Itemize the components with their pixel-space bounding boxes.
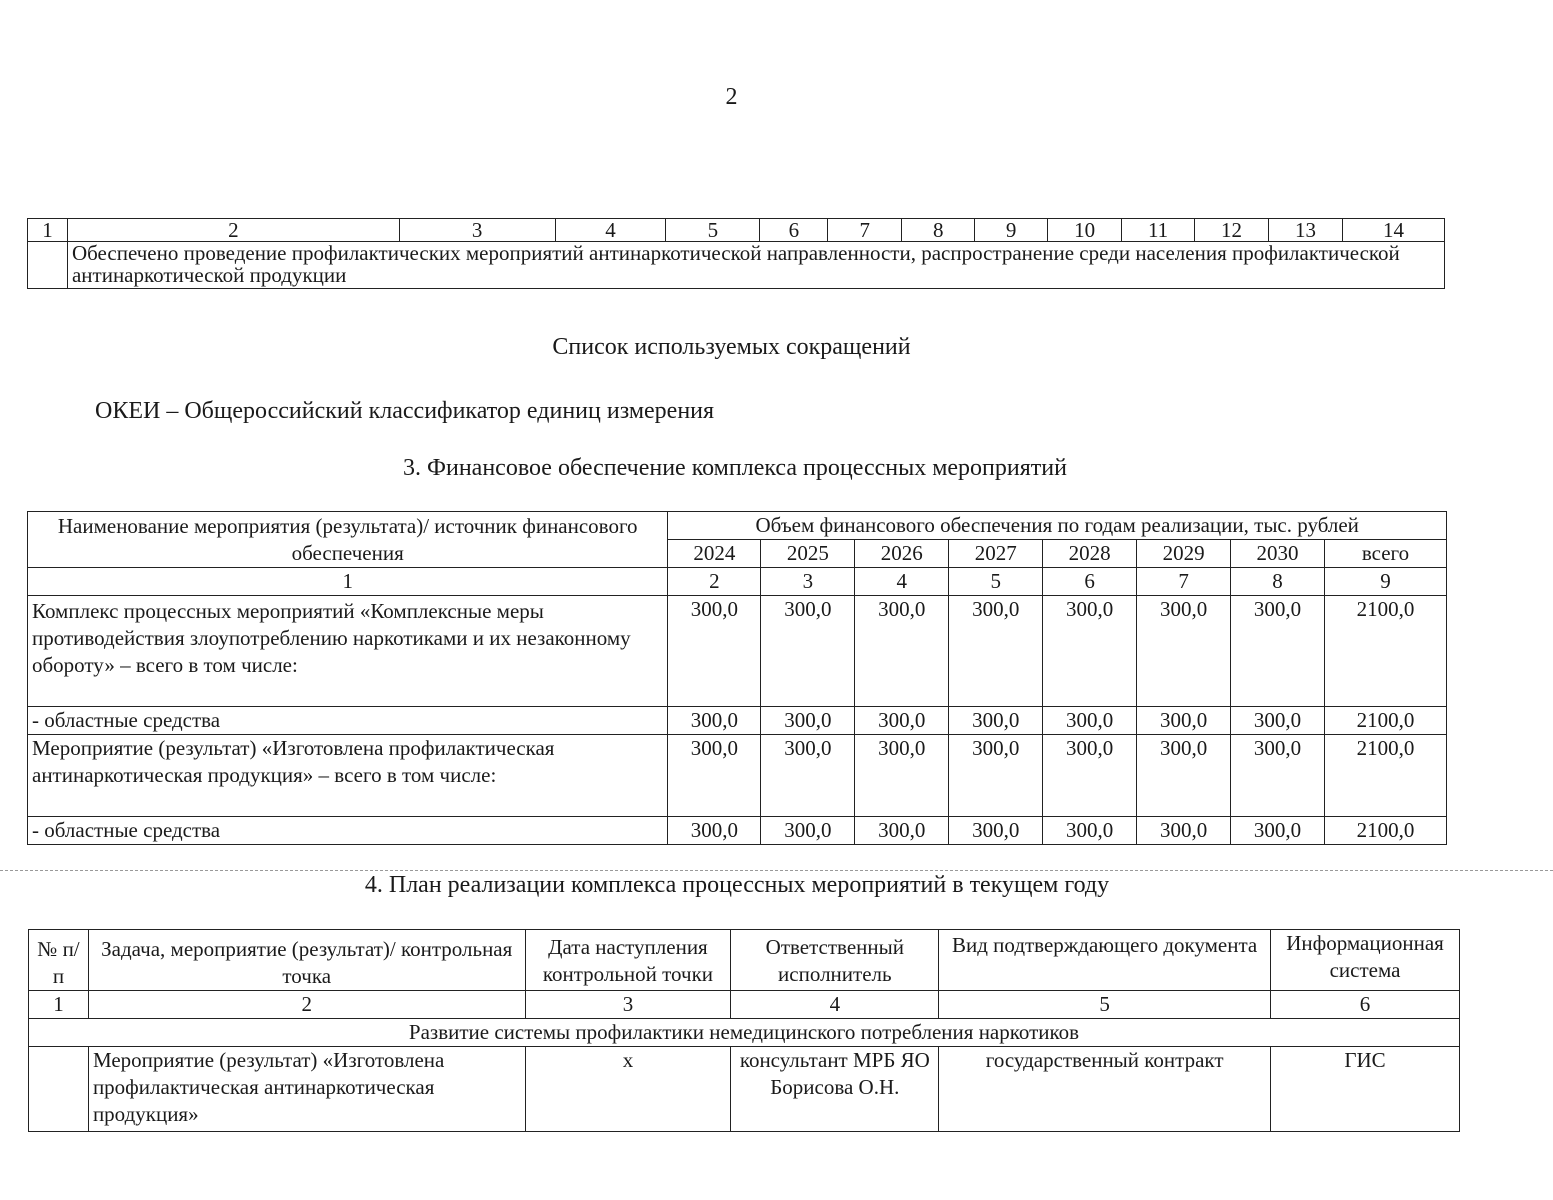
value-cell: 300,0 (1137, 817, 1231, 845)
plan-colnum-row (29, 991, 1460, 1019)
col-number: 7 (1137, 568, 1231, 596)
information-system: ГИС (1271, 1047, 1460, 1132)
row-number (29, 1047, 89, 1132)
finance-header-row (28, 512, 1447, 540)
value-cell: 300,0 (668, 817, 761, 845)
responsible-person: консультант МРБ ЯО Борисова О.Н. (731, 1047, 939, 1132)
value-cell: 300,0 (1231, 707, 1325, 735)
continuation-header-row (28, 219, 1445, 242)
year-header: 2024 (668, 540, 761, 568)
col-number: 1 (28, 568, 668, 596)
section4-title: 4. План реализации комплекса процессных мероприятий в текущем году (364, 872, 1110, 898)
abbreviation-item: ОКЕИ – Общероссийский классификатор единиц измерения (95, 398, 715, 424)
value-cell: 300,0 (855, 596, 949, 707)
col-number: 6 (1271, 991, 1460, 1019)
value-cell: 300,0 (949, 596, 1043, 707)
value-cell: 300,0 (668, 707, 761, 735)
col-number: 12 (1195, 219, 1269, 242)
value-cell: 300,0 (1137, 707, 1231, 735)
year-header: 2027 (949, 540, 1043, 568)
value-cell: 300,0 (949, 707, 1043, 735)
plan-row (29, 1047, 1460, 1132)
value-cell: 300,0 (949, 735, 1043, 817)
col-number: 8 (902, 219, 975, 242)
value-cell: 300,0 (949, 817, 1043, 845)
col-number: 1 (29, 991, 89, 1019)
value-cell: 300,0 (1043, 596, 1137, 707)
continuation-table (27, 218, 1445, 289)
value-cell: 300,0 (1043, 735, 1137, 817)
plan-header-row (29, 930, 1460, 991)
header-document: Вид подтверждающего документа (939, 930, 1271, 991)
header-date: Дата наступления контрольной точки (525, 930, 731, 991)
value-cell: 300,0 (855, 707, 949, 735)
col-number: 11 (1122, 219, 1195, 242)
col-number: 9 (975, 219, 1048, 242)
continuation-result-row (28, 242, 1445, 289)
total-cell: 2100,0 (1324, 735, 1446, 817)
control-date: х (525, 1047, 731, 1132)
section3-title: 3. Финансовое обеспечение комплекса процессных мероприятий (403, 455, 1067, 481)
total-cell: 2100,0 (1324, 817, 1446, 845)
col-number: 1 (28, 219, 68, 242)
value-cell: 300,0 (855, 735, 949, 817)
value-cell: 300,0 (761, 735, 855, 817)
col-number: 4 (731, 991, 939, 1019)
col-number: 6 (760, 219, 828, 242)
col-number: 7 (828, 219, 902, 242)
col-number: 13 (1269, 219, 1343, 242)
col-number: 3 (399, 219, 555, 242)
col-number: 5 (939, 991, 1271, 1019)
group-title: Развитие системы профилактики немедицинского потребления наркотиков (29, 1019, 1460, 1047)
value-cell: 300,0 (855, 817, 949, 845)
funding-source: - областные средства (28, 817, 668, 845)
document-type: государственный контракт (939, 1047, 1271, 1132)
result-text: Обеспечено проведение профилактических мероприятий антинаркотической направленности, распространение среди населения профилактической антинаркотической продукции (67, 242, 1444, 289)
page-number: 2 (725, 84, 738, 110)
finance-row (28, 735, 1447, 817)
finance-row (28, 707, 1447, 735)
col-number: 3 (761, 568, 855, 596)
value-cell: 300,0 (1231, 596, 1325, 707)
year-header: 2025 (761, 540, 855, 568)
value-cell: 300,0 (1137, 735, 1231, 817)
col-number: 4 (855, 568, 949, 596)
activity-name: Комплекс процессных мероприятий «Комплексные меры противодействия злоупотреблению наркотиками и их незаконному обороту» – всего в том числе: (28, 596, 668, 707)
col-number: 8 (1231, 568, 1325, 596)
value-cell: 300,0 (1231, 735, 1325, 817)
empty-cell (28, 242, 68, 289)
col-number: 2 (668, 568, 761, 596)
col-number: 5 (949, 568, 1043, 596)
col-number: 9 (1324, 568, 1446, 596)
col-number: 3 (525, 991, 731, 1019)
activity-name: Мероприятие (результат) «Изготовлена профилактическая антинаркотическая продукция» (88, 1047, 525, 1132)
value-cell: 300,0 (1043, 817, 1137, 845)
col-number: 6 (1043, 568, 1137, 596)
value-cell: 300,0 (1043, 707, 1137, 735)
plan-group-row (29, 1019, 1460, 1047)
header-system: Информационная система (1271, 930, 1460, 991)
value-cell: 300,0 (668, 596, 761, 707)
total-cell: 2100,0 (1324, 596, 1446, 707)
value-cell: 300,0 (668, 735, 761, 817)
header-number: № п/п (29, 930, 89, 991)
value-cell: 300,0 (761, 817, 855, 845)
finance-table (27, 511, 1447, 845)
value-cell: 300,0 (761, 707, 855, 735)
year-header: 2028 (1043, 540, 1137, 568)
volume-header: Объем финансового обеспечения по годам реализации, тыс. рублей (668, 512, 1447, 540)
total-header: всего (1324, 540, 1446, 568)
finance-colnum-row (28, 568, 1447, 596)
year-header: 2030 (1231, 540, 1325, 568)
name-header: Наименование мероприятия (результата)/ источник финансового обеспечения (28, 512, 668, 568)
col-number: 2 (67, 219, 399, 242)
page-divider (0, 870, 1553, 871)
value-cell: 300,0 (1231, 817, 1325, 845)
col-number: 2 (88, 991, 525, 1019)
abbreviations-title: Список используемых сокращений (552, 334, 911, 360)
year-header: 2026 (855, 540, 949, 568)
finance-row (28, 817, 1447, 845)
value-cell: 300,0 (1137, 596, 1231, 707)
col-number: 4 (555, 219, 666, 242)
col-number: 5 (666, 219, 760, 242)
finance-row (28, 596, 1447, 707)
total-cell: 2100,0 (1324, 707, 1446, 735)
header-responsible: Ответственный исполнитель (731, 930, 939, 991)
funding-source: - областные средства (28, 707, 668, 735)
year-header: 2029 (1137, 540, 1231, 568)
col-number: 10 (1048, 219, 1122, 242)
activity-name: Мероприятие (результат) «Изготовлена профилактическая антинаркотическая продукция» – всего в том числе: (28, 735, 668, 817)
header-task: Задача, мероприятие (результат)/ контрольная точка (88, 930, 525, 991)
plan-table (28, 929, 1460, 1132)
value-cell: 300,0 (761, 596, 855, 707)
col-number: 14 (1342, 219, 1444, 242)
